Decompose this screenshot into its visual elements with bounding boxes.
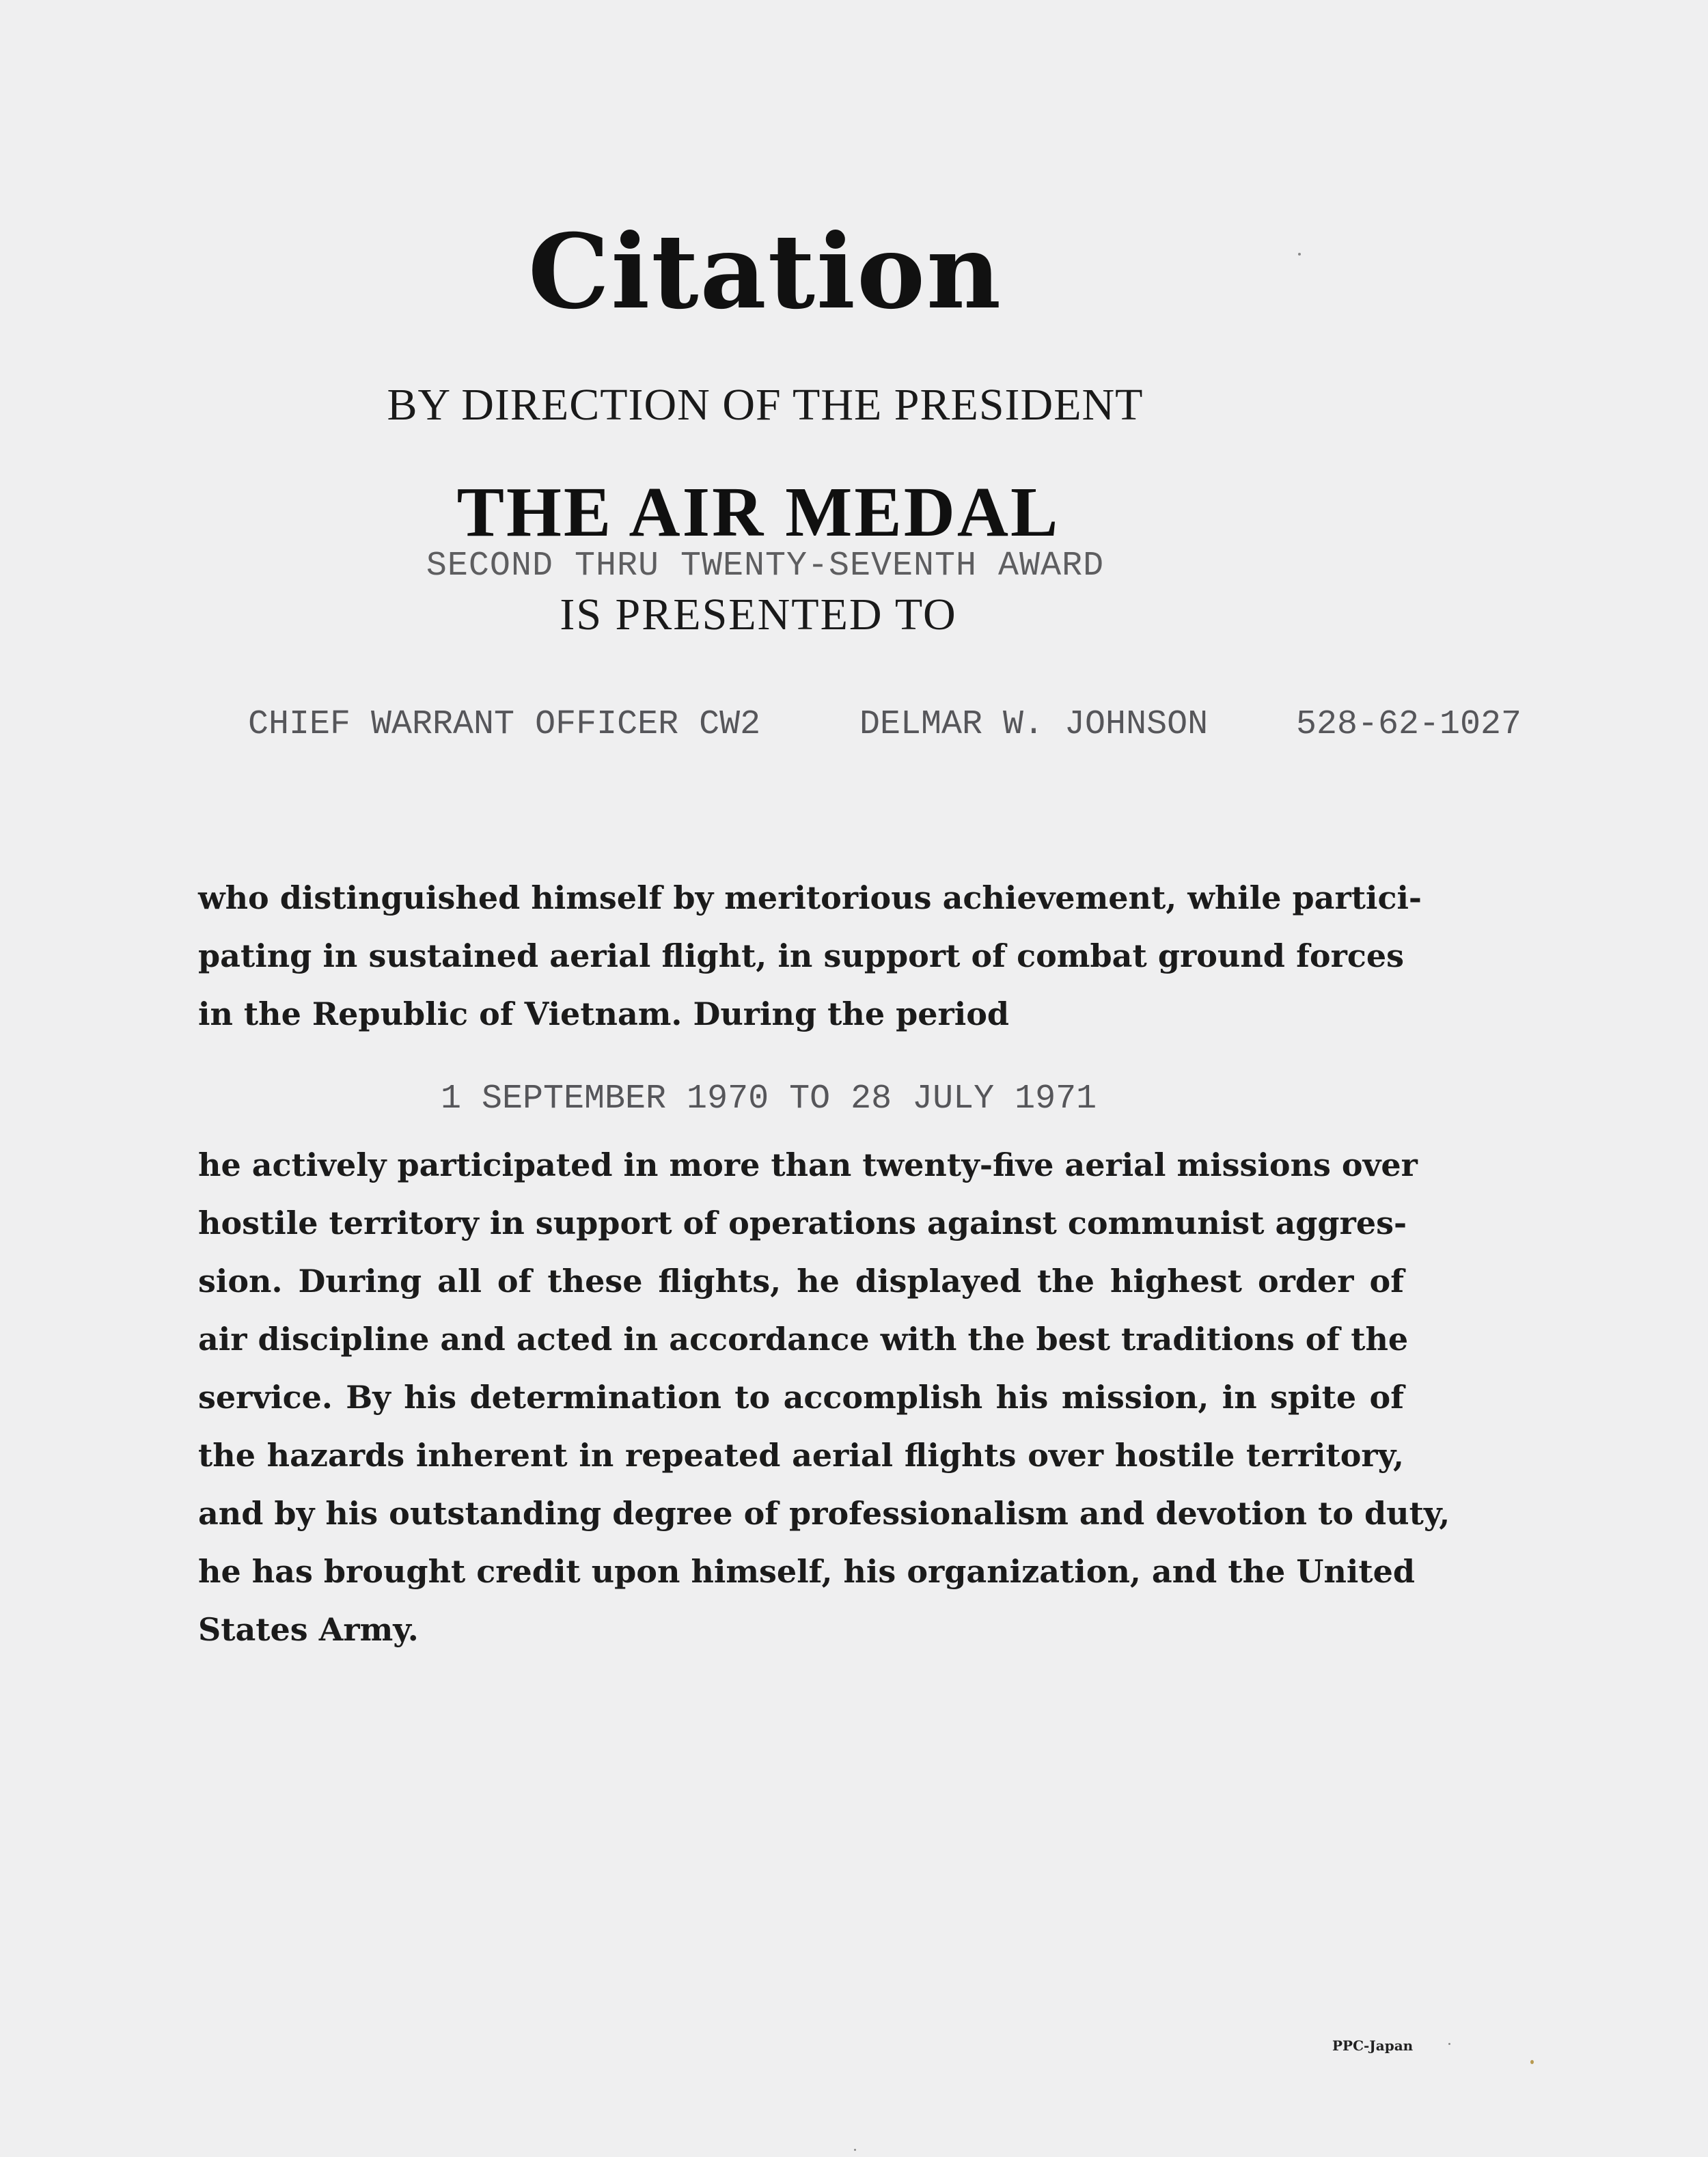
recipient-service-number: 528-62-1027 <box>1296 705 1522 744</box>
paragraph-line: hostile territory in support of operations against communist aggres- <box>198 1205 1407 1241</box>
paper-speck <box>1298 253 1301 256</box>
paragraph-line: in the Republic of Vietnam. During the period <box>198 995 1010 1032</box>
presented-to-line: IS PRESENTED TO <box>560 590 957 640</box>
citation-paragraph-2 <box>198 1136 1450 1659</box>
paragraph-line: pating in sustained aerial flight, in support of combat ground forces <box>198 937 1404 974</box>
paragraph-line: service. By his determination to accomplish his mission, in spite of <box>198 1379 1404 1416</box>
paragraph-line: he actively participated in more than twenty-five aerial missions over <box>198 1146 1418 1183</box>
service-period: 1 SEPTEMBER 1970 TO 28 JULY 1971 <box>441 1080 1097 1118</box>
paragraph-line: who distinguished himself by meritorious achievement, while partici- <box>198 879 1422 916</box>
medal-name: THE AIR MEDAL <box>456 473 1060 551</box>
paragraph-line: air discipline and acted in accordance with the best traditions of the <box>198 1321 1409 1358</box>
paragraph-line: States Army. <box>198 1611 419 1648</box>
printer-mark: PPC-Japan <box>1332 2037 1414 2054</box>
paper-speck <box>854 2149 856 2151</box>
direction-line: BY DIRECTION OF THE PRESIDENT <box>387 380 1144 430</box>
recipient-rank: CHIEF WARRANT OFFICER CW2 <box>248 705 761 744</box>
paper-speck <box>1530 2060 1534 2064</box>
paragraph-line: the hazards inherent in repeated aerial flights over hostile territory, <box>198 1437 1404 1474</box>
paragraph-line: and by his outstanding degree of professionalism and devotion to duty, <box>198 1495 1450 1532</box>
citation-paragraph-1 <box>198 869 1422 1043</box>
recipient-name: DELMAR W. JOHNSON <box>859 705 1209 744</box>
paragraph-line: he has brought credit upon himself, his organization, and the United <box>198 1553 1416 1590</box>
paper-speck <box>1448 2043 1450 2045</box>
award-number: SECOND THRU TWENTY-SEVENTH AWARD <box>426 547 1105 586</box>
paragraph-line: sion. During all of these flights, he displayed the highest order of <box>198 1263 1404 1300</box>
document-title: Citation <box>527 212 1003 332</box>
